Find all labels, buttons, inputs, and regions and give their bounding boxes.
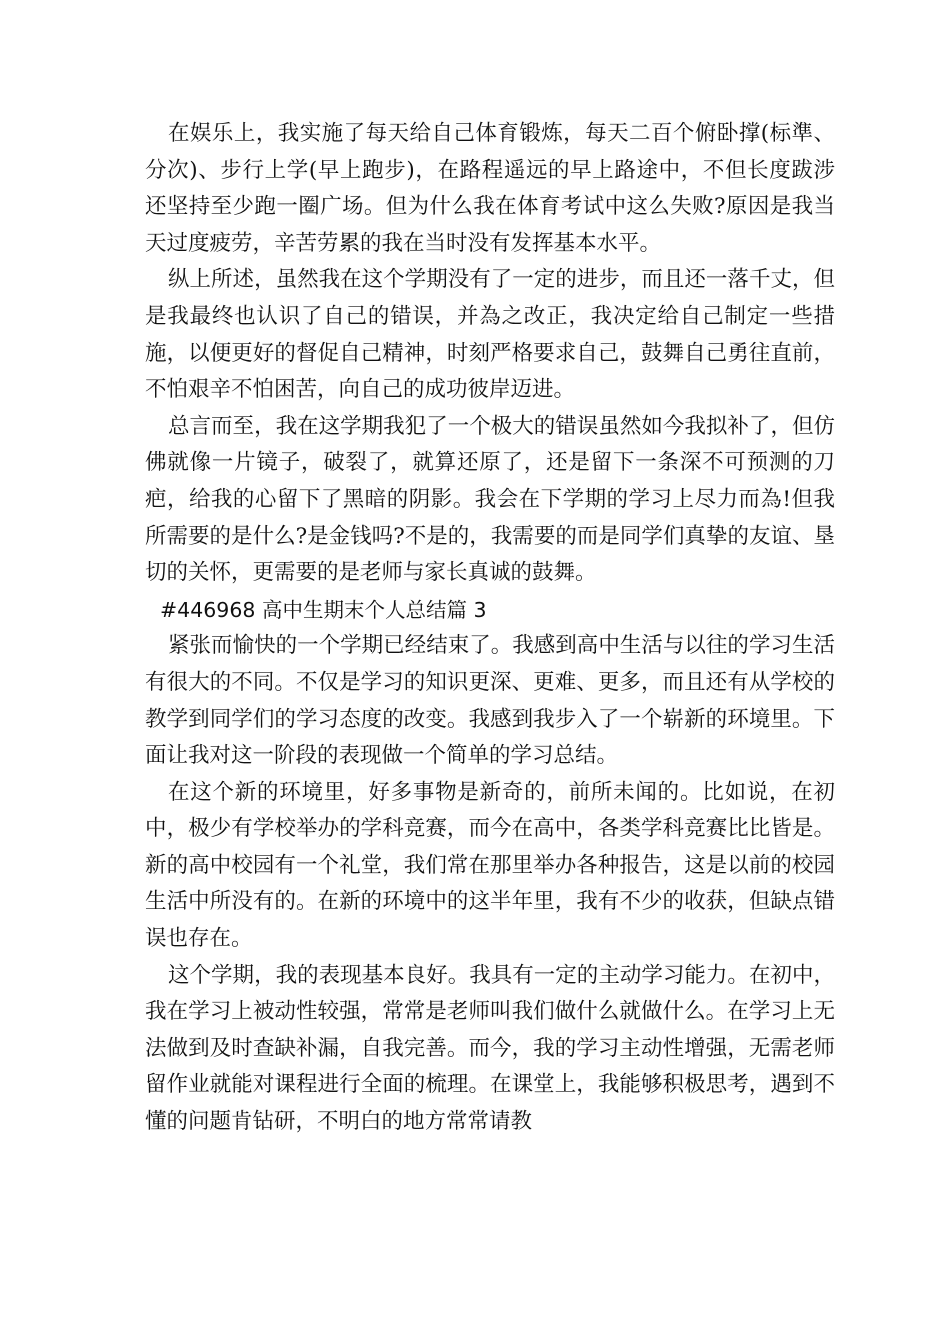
paragraph-summary-improvement: 纵上所述，虽然我在这个学期没有了一定的进步，而且还一落千丈，但是我最终也认识了自己的错误，并為之改正，我决定给自己制定一些措施，以便更好的督促自己精神，时刻严格要求自己，鼓舞自己勇往直前，不怕艰辛不怕困苦，向自己的成功彼岸迈进。 <box>145 267 835 403</box>
paragraph-semester-intro: 紧张而愉快的一个学期已经结束了。我感到高中生活与以往的学习生活有很大的不同。不仅是学习的知识更深、更难、更多，而且还有从学校的教学到同学们的学习态度的改变。我感到我步入了一个崭新的环境里。下面让我对这一阶段的表现做一个简单的学习总结。 <box>145 633 835 769</box>
paragraph-performance: 这个学期，我的表现基本良好。我具有一定的主动学习能力。在初中，我在学习上被动性较强，常常是老师叫我们做什么就做什么。在学习上无法做到及时查缺补漏，自我完善。而今，我的学习主动性增强，无需老师留作业就能对课程进行全面的梳理。在课堂上，我能够积极思考，遇到不懂的问题肯钻研，不明白的地方常常请教 <box>145 962 835 1135</box>
section-heading: #446968 高中生期末个人总结篇 3 <box>160 597 487 622</box>
document-body <box>145 116 835 1141</box>
paragraph-new-environment: 在这个新的环境里，好多事物是新奇的，前所未闻的。比如说，在初中，极少有学校举办的学科竞赛，而今在高中，各类学科竞赛比比皆是。新的高中校园有一个礼堂，我们常在那里举办各种报告，这是以前的校园生活中所没有的。在新的环境中的这半年里，我有不少的收获，但缺点错误也存在。 <box>145 779 835 952</box>
paragraph-entertainment: 在娱乐上，我实施了每天给自己体育锻炼，每天二百个俯卧撑(标準、分次)、步行上学(早上跑步)，在路程遥远的早上路途中，不但长度跋涉还坚持至少跑一圈广场。但为什么我在体育考试中这么失败?原因是我当天过度疲劳，辛苦劳累的我在当时没有发挥基本水平。 <box>145 121 835 256</box>
paragraph-conclusion: 总言而至，我在这学期我犯了一个极大的错误虽然如今我拟补了，但仿佛就像一片镜子，破裂了，就算还原了，还是留下一条深不可预测的刀疤，给我的心留下了黑暗的阴影。我会在下学期的学习上尽力而為!但我所需要的是什么?是金钱吗?不是的，我需要的而是同学们真挚的友谊、垦切的关怀，更需要的是老师与家长真诚的鼓舞。 <box>145 413 835 586</box>
